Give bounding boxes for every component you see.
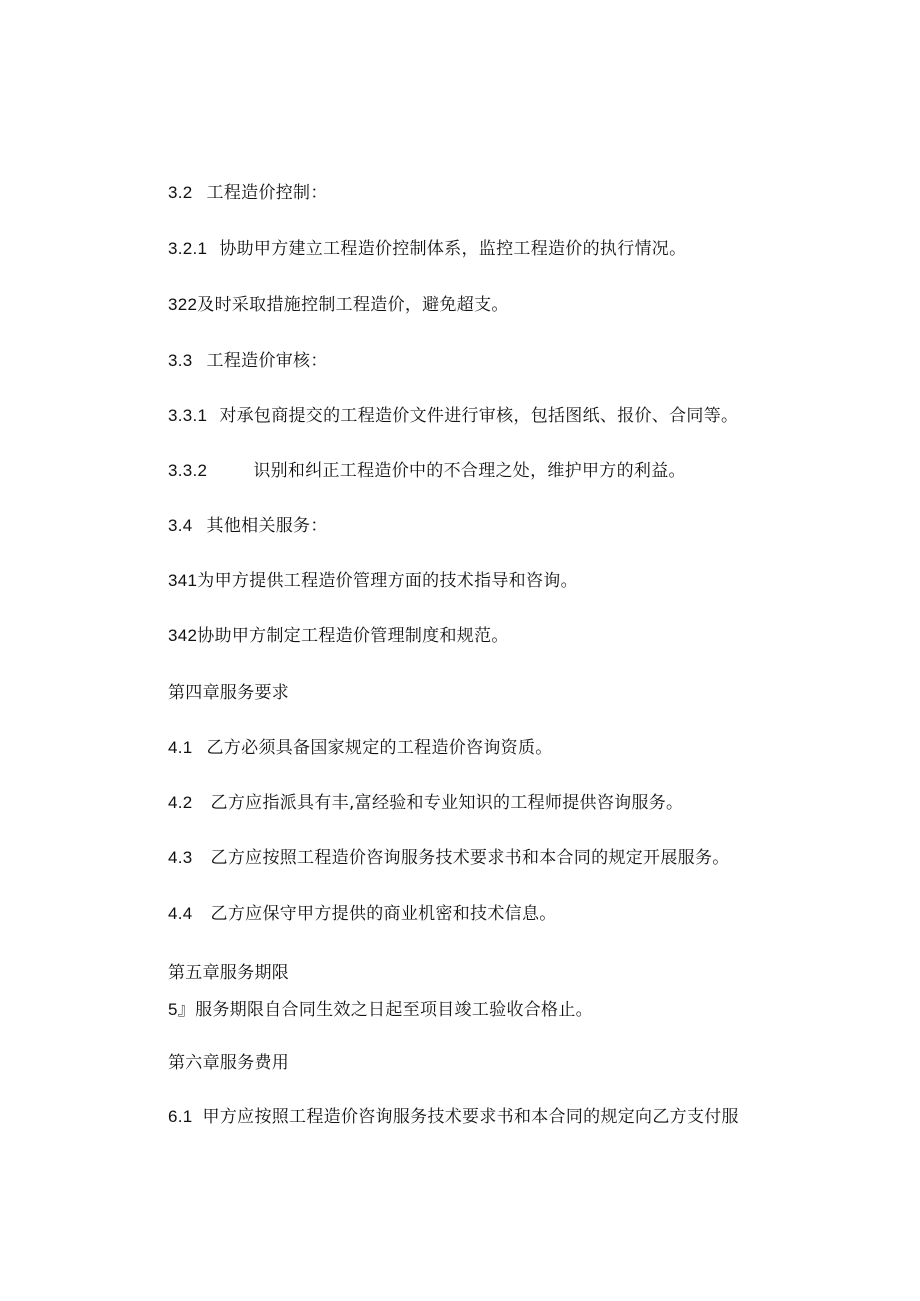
- clause-3-4-2: [168, 625, 509, 647]
- clause-text: 识别和纠正工程造价中的不合理之处，维护甲方的利益。: [253, 461, 686, 481]
- clause-3-3: [168, 350, 328, 372]
- clause-3-2-2: [168, 294, 509, 316]
- clause-text: 乙方必须具备国家规定的工程造价咨询资质。: [206, 738, 553, 758]
- clause-number: 3.3.2: [168, 461, 208, 480]
- clause-text: 工程造价控制：: [206, 183, 328, 203]
- clause-3-2-1: [168, 238, 686, 260]
- clause-number: 3.2.1: [168, 239, 208, 258]
- clause-text: 其他相关服务：: [206, 516, 328, 536]
- clause-text: 工程造价审核：: [206, 351, 328, 371]
- clause-text: 协助甲方建立工程造价控制体系，监控工程造价的执行情况。: [219, 239, 687, 259]
- chapter-title: 第六章服务费用: [168, 1053, 290, 1073]
- clause-number: 4.2: [168, 793, 193, 812]
- clause-number: 322: [168, 295, 198, 314]
- clause-number: 342: [168, 626, 198, 645]
- clause-number: 341: [168, 571, 198, 590]
- chapter-6-heading: [168, 1052, 289, 1074]
- clause-4-4: [168, 903, 557, 925]
- clause-3-2: [168, 182, 328, 204]
- clause-3-3-1: [168, 405, 738, 427]
- clause-3-4-1: [168, 570, 578, 592]
- clause-4-2: [168, 792, 683, 814]
- clause-text: 乙方应按照工程造价咨询服务技术要求书和本合同的规定开展服务。: [210, 848, 730, 868]
- clause-text: 乙方应保守甲方提供的商业机密和技术信息。: [210, 904, 557, 924]
- clause-4-1: [168, 737, 553, 759]
- clause-number: 4.1: [168, 738, 193, 757]
- clause-text: 及时采取措施控制工程造价，避免超支。: [197, 295, 509, 315]
- clause-text: 对承包商提交的工程造价文件进行审核，包括图纸、报价、合同等。: [219, 406, 739, 426]
- clause-number: 3.3: [168, 351, 193, 370]
- chapter-5-heading: [168, 962, 289, 984]
- clause-text: 为甲方提供工程造价管理方面的技术指导和咨询。: [197, 571, 578, 591]
- clause-number: 3.4: [168, 516, 193, 535]
- clause-number: 3.2: [168, 183, 193, 202]
- clause-3-3-2: [168, 460, 686, 482]
- chapter-4-heading: [168, 682, 289, 704]
- clause-number: 6.1: [168, 1107, 193, 1126]
- clause-6-1: [168, 1106, 739, 1128]
- chapter-title: 第五章服务期限: [168, 963, 290, 983]
- clause-5-1: [168, 999, 593, 1021]
- clause-number: 3.3.1: [168, 406, 208, 425]
- clause-number: 4.4: [168, 904, 193, 923]
- clause-text: 协助甲方制定工程造价管理制度和规范。: [197, 626, 509, 646]
- clause-4-3: [168, 847, 730, 869]
- chapter-title: 第四章服务要求: [168, 683, 290, 703]
- clause-number: 5』: [168, 1000, 196, 1019]
- clause-3-4: [168, 515, 328, 537]
- clause-text: 乙方应指派具有丰,富经验和专业知识的工程师提供咨询服务。: [210, 793, 684, 813]
- clause-text: 甲方应按照工程造价咨询服务技术要求书和本合同的规定向乙方支付服: [202, 1107, 739, 1127]
- clause-number: 4.3: [168, 848, 193, 867]
- clause-text: 服务期限自合同生效之日起至项目竣工验收合格止。: [195, 1000, 593, 1020]
